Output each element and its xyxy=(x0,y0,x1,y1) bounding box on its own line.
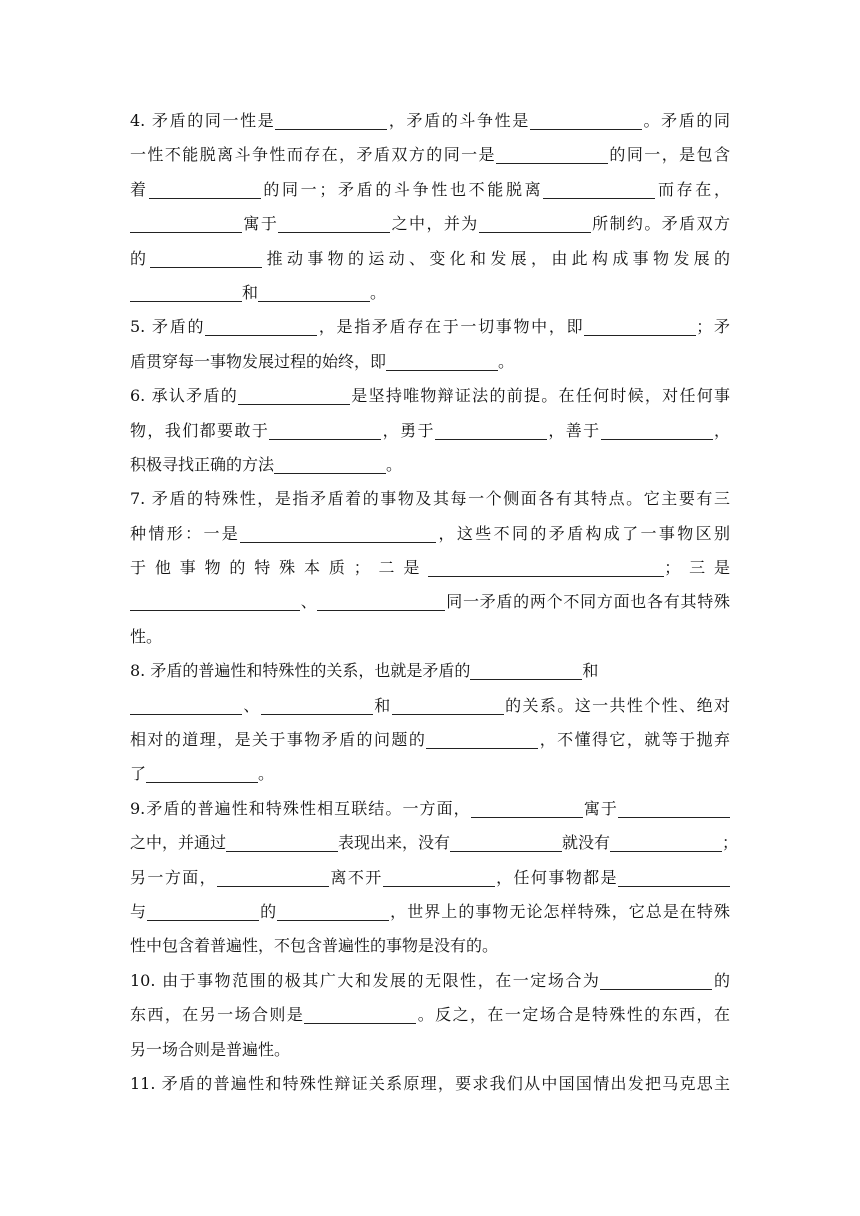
text: 积极寻找正确的方法 xyxy=(130,454,275,474)
text: 7. 矛盾的特殊性，是指矛盾着的事物及其每一个侧面各有其特点。它主要有三 xyxy=(130,489,730,509)
text: 另一场合则是普遍性。 xyxy=(130,1039,291,1059)
text: ，矛盾的斗争性是 xyxy=(387,111,530,130)
answer-blank[interactable] xyxy=(304,1005,416,1024)
text: 种情形：一是 xyxy=(130,523,241,543)
q9-line-2 xyxy=(130,826,739,860)
q4-line-2 xyxy=(130,138,730,172)
answer-blank[interactable] xyxy=(130,696,242,715)
text: 性。 xyxy=(130,626,163,646)
text: 一性不能脱离斗争性而存在，矛盾双方的同一是 xyxy=(130,145,496,165)
text: 而存在， xyxy=(655,179,730,199)
answer-blank[interactable] xyxy=(238,386,350,405)
q4-line-4 xyxy=(130,207,730,241)
answer-blank[interactable] xyxy=(278,214,390,233)
q4-line-5 xyxy=(130,242,730,276)
q4-line-6 xyxy=(130,276,730,310)
q4-line-3 xyxy=(130,173,730,207)
answer-blank[interactable] xyxy=(618,868,730,887)
text: 与 xyxy=(130,901,148,921)
text: 。 xyxy=(258,764,275,784)
text: 9.矛盾的普遍性和特殊性相互联结。一方面， xyxy=(130,798,471,818)
text: ，善于 xyxy=(546,420,601,440)
text: ，勇于 xyxy=(381,420,435,440)
q8-line-2 xyxy=(130,689,730,723)
answer-blank[interactable] xyxy=(470,661,582,680)
answer-blank[interactable] xyxy=(149,180,261,199)
text: ； xyxy=(722,833,739,853)
q6-line-2 xyxy=(130,414,730,448)
text: 、 xyxy=(242,695,261,715)
q10-line-1 xyxy=(130,964,730,998)
answer-blank[interactable] xyxy=(150,249,262,268)
q5-line-1 xyxy=(130,310,730,344)
text: 8. 矛盾的普遍性和特殊性的关系，也就是矛盾的 xyxy=(130,661,471,681)
text: ，世界上的事物无论怎样特殊，它总是在特殊 xyxy=(389,901,730,921)
q7-line-5 xyxy=(130,620,730,654)
answer-blank[interactable] xyxy=(610,833,722,852)
text: 寓于 xyxy=(242,214,279,234)
text: 的 xyxy=(130,248,151,268)
text: 的 xyxy=(259,901,278,921)
text: 物，我们都要敢于 xyxy=(130,420,270,440)
text: 和 xyxy=(242,282,259,302)
text: ，不懂得它，就等于抛弃 xyxy=(538,730,730,750)
q9-line-4 xyxy=(130,895,730,929)
text: 、 xyxy=(300,592,318,612)
text: ，是指矛盾存在于一切事物中，即 xyxy=(317,317,585,337)
text: ；三是 xyxy=(664,558,730,578)
text: 另一方面， xyxy=(130,867,218,887)
text: 的 xyxy=(712,970,730,990)
text: 表现出来，没有 xyxy=(338,833,451,853)
text: 寓于 xyxy=(582,798,618,818)
answer-blank[interactable] xyxy=(146,764,258,783)
answer-blank[interactable] xyxy=(530,111,642,130)
text: 之中，并通过 xyxy=(130,833,227,853)
answer-blank[interactable] xyxy=(435,421,547,440)
text: 于他事物的特殊本质；二是 xyxy=(130,558,429,578)
q9-line-5 xyxy=(130,929,730,963)
answer-blank[interactable] xyxy=(269,421,381,440)
q8-line-1 xyxy=(130,654,730,688)
text: 之中，并为 xyxy=(390,214,479,234)
text: ，任何事物都是 xyxy=(494,867,618,887)
q10-line-2 xyxy=(130,998,730,1032)
q7-line-3 xyxy=(130,551,730,585)
answer-blank[interactable] xyxy=(226,833,338,852)
text: ；矛 xyxy=(696,317,730,337)
text: 的同一；矛盾的斗争性也不能脱离 xyxy=(260,179,544,199)
q5-line-2 xyxy=(130,345,730,379)
text: 的同一，是包含 xyxy=(607,145,730,165)
answer-blank[interactable] xyxy=(618,799,730,818)
worksheet-page xyxy=(130,104,739,1101)
text: ，这些不同的矛盾构成了一事物区别 xyxy=(436,523,730,543)
text: 4. 矛盾的同一性是 xyxy=(130,111,276,130)
q6-line-1 xyxy=(130,379,730,413)
text: 5. 矛盾的 xyxy=(130,317,206,337)
answer-blank[interactable] xyxy=(383,868,495,887)
text: ， xyxy=(712,420,730,440)
answer-blank[interactable] xyxy=(205,317,317,336)
text: 所制约。矛盾双方 xyxy=(590,214,730,234)
text: 同一矛盾的两个不同方面也各有其特殊 xyxy=(445,592,730,612)
answer-blank[interactable] xyxy=(258,283,370,302)
answer-blank[interactable] xyxy=(130,283,242,302)
text: 的关系。这一共性个性、绝对 xyxy=(503,695,730,715)
text: 和 xyxy=(372,695,392,715)
text: 性中包含着普遍性，不包含普遍性的事物是没有的。 xyxy=(130,936,499,956)
text: 10. 由于事物范围的极其广大和发展的无限性，在一定场合为 xyxy=(130,970,601,990)
text: 推动事物的运动、变化和发展，由此构成事物发展的 xyxy=(262,248,730,268)
answer-blank[interactable] xyxy=(147,902,259,921)
text: 是坚持唯物辩证法的前提。在任何时候，对任何事 xyxy=(350,386,730,406)
q4-line-1 xyxy=(130,104,730,138)
answer-blank[interactable] xyxy=(471,799,583,818)
answer-blank[interactable] xyxy=(392,696,504,715)
answer-blank[interactable] xyxy=(450,833,562,852)
text: 。反之，在一定场合是特殊性的东西，在 xyxy=(416,1005,730,1025)
answer-blank[interactable] xyxy=(601,421,713,440)
answer-blank[interactable] xyxy=(386,352,498,371)
text: 。 xyxy=(386,454,403,474)
answer-blank[interactable] xyxy=(217,868,329,887)
answer-blank[interactable] xyxy=(584,317,696,336)
text: 6. 承认矛盾的 xyxy=(130,386,238,406)
q7-line-4 xyxy=(130,585,730,619)
answer-blank[interactable] xyxy=(261,696,373,715)
text: 离不开 xyxy=(329,867,383,887)
q8-line-3 xyxy=(130,723,730,757)
text: 着 xyxy=(130,179,149,199)
text: 就没有 xyxy=(562,833,611,853)
q9-line-1 xyxy=(130,792,730,826)
answer-blank[interactable] xyxy=(428,558,664,577)
answer-blank[interactable] xyxy=(479,214,591,233)
q6-line-3 xyxy=(130,448,730,482)
text: 东西，在另一场合则是 xyxy=(130,1005,305,1025)
text: 盾贯穿每一事物发展过程的始终，即 xyxy=(130,351,387,371)
text: 11. 矛盾的普遍性和特殊性辩证关系原理，要求我们从中国国情出发把马克思主 xyxy=(130,1073,730,1093)
answer-blank[interactable] xyxy=(274,455,386,474)
q9-line-3 xyxy=(130,861,730,895)
text: 相对的道理，是关于事物矛盾的问题的 xyxy=(130,730,427,750)
answer-blank[interactable] xyxy=(600,971,712,990)
answer-blank[interactable] xyxy=(130,592,300,611)
q7-line-1 xyxy=(130,482,730,516)
answer-blank[interactable] xyxy=(426,730,538,749)
answer-blank[interactable] xyxy=(317,592,445,611)
q11-line-1 xyxy=(130,1067,730,1101)
text: 。 xyxy=(498,351,515,371)
text: 了 xyxy=(130,764,147,784)
answer-blank[interactable] xyxy=(496,145,608,164)
answer-blank[interactable] xyxy=(543,180,655,199)
q7-line-2 xyxy=(130,517,730,551)
text: 和 xyxy=(582,661,599,681)
answer-blank[interactable] xyxy=(130,214,242,233)
answer-blank[interactable] xyxy=(275,111,387,130)
answer-blank[interactable] xyxy=(240,524,436,543)
text: 。 xyxy=(370,282,387,302)
q10-line-3 xyxy=(130,1033,730,1067)
answer-blank[interactable] xyxy=(277,902,389,921)
q8-line-4 xyxy=(130,757,730,791)
text: 。矛盾的同 xyxy=(641,111,730,130)
